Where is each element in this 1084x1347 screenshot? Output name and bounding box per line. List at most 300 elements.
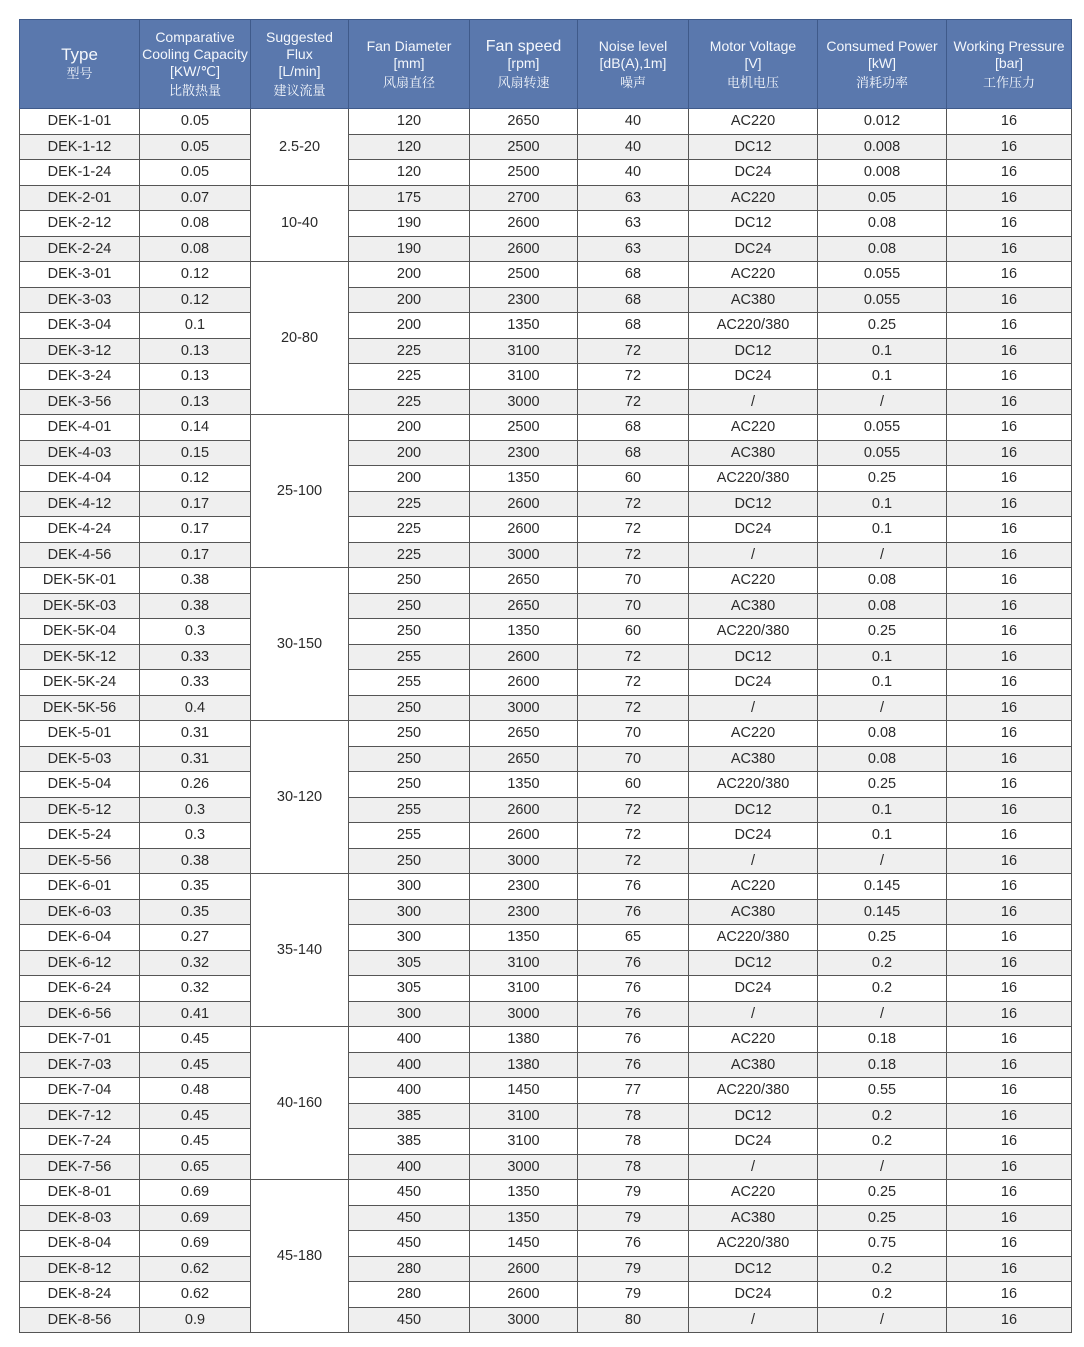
table-row	[20, 262, 1072, 288]
cell-motor-voltage: DC12	[689, 644, 818, 670]
cell-type: DEK-8-12	[20, 1256, 140, 1282]
cell-fan-diameter: 300	[349, 874, 470, 900]
table-row	[20, 1205, 1072, 1231]
cell-working-pressure: 16	[947, 1307, 1072, 1333]
cell-fan-diameter: 190	[349, 211, 470, 237]
cell-motor-voltage: /	[689, 1001, 818, 1027]
cell-cooling-capacity: 0.31	[140, 746, 251, 772]
cell-fan-diameter: 250	[349, 772, 470, 798]
cell-noise-level: 63	[578, 211, 689, 237]
cell-motor-voltage: AC380	[689, 899, 818, 925]
cell-noise-level: 77	[578, 1078, 689, 1104]
cell-noise-level: 72	[578, 517, 689, 543]
cell-noise-level: 70	[578, 721, 689, 747]
cell-noise-level: 70	[578, 746, 689, 772]
cell-consumed-power: 0.2	[818, 1103, 947, 1129]
cell-motor-voltage: /	[689, 389, 818, 415]
cell-fan-speed: 1450	[470, 1231, 578, 1257]
cell-cooling-capacity: 0.48	[140, 1078, 251, 1104]
cell-consumed-power: 0.1	[818, 517, 947, 543]
cell-type: DEK-3-03	[20, 287, 140, 313]
cell-motor-voltage: DC12	[689, 338, 818, 364]
cell-consumed-power: 0.08	[818, 236, 947, 262]
table-row	[20, 1129, 1072, 1155]
cell-fan-diameter: 255	[349, 823, 470, 849]
cell-cooling-capacity: 0.14	[140, 415, 251, 441]
cell-working-pressure: 16	[947, 797, 1072, 823]
cell-fan-diameter: 300	[349, 899, 470, 925]
table-row	[20, 925, 1072, 951]
table-row	[20, 1027, 1072, 1053]
cell-type: DEK-5K-12	[20, 644, 140, 670]
cell-type: DEK-4-24	[20, 517, 140, 543]
cell-working-pressure: 16	[947, 746, 1072, 772]
cell-cooling-capacity: 0.35	[140, 874, 251, 900]
cell-noise-level: 60	[578, 466, 689, 492]
cell-consumed-power: 0.25	[818, 619, 947, 645]
cell-fan-speed: 3100	[470, 338, 578, 364]
cell-motor-voltage: DC24	[689, 364, 818, 390]
cell-working-pressure: 16	[947, 1180, 1072, 1206]
cell-fan-speed: 3000	[470, 542, 578, 568]
cell-suggested-flux: 10-40	[251, 185, 349, 262]
header-fan-diameter	[349, 20, 470, 109]
cell-fan-diameter: 250	[349, 593, 470, 619]
cell-motor-voltage: AC220	[689, 262, 818, 288]
cell-type: DEK-5K-56	[20, 695, 140, 721]
table-row	[20, 644, 1072, 670]
cell-fan-speed: 3000	[470, 389, 578, 415]
cell-cooling-capacity: 0.31	[140, 721, 251, 747]
cell-cooling-capacity: 0.26	[140, 772, 251, 798]
cell-working-pressure: 16	[947, 364, 1072, 390]
cell-type: DEK-3-12	[20, 338, 140, 364]
cell-noise-level: 72	[578, 670, 689, 696]
cell-noise-level: 79	[578, 1282, 689, 1308]
table-row	[20, 1154, 1072, 1180]
cell-motor-voltage: AC220	[689, 874, 818, 900]
cell-motor-voltage: AC380	[689, 593, 818, 619]
cell-type: DEK-8-04	[20, 1231, 140, 1257]
cell-working-pressure: 16	[947, 1129, 1072, 1155]
cell-cooling-capacity: 0.12	[140, 287, 251, 313]
cell-type: DEK-4-01	[20, 415, 140, 441]
table-row	[20, 1307, 1072, 1333]
cell-noise-level: 68	[578, 313, 689, 339]
cell-consumed-power: /	[818, 1001, 947, 1027]
cell-motor-voltage: AC220/380	[689, 1231, 818, 1257]
cell-cooling-capacity: 0.4	[140, 695, 251, 721]
cell-fan-speed: 2650	[470, 109, 578, 135]
cell-fan-diameter: 450	[349, 1180, 470, 1206]
header-cn: 电机电压	[726, 74, 779, 90]
header-cn: 型号	[66, 66, 93, 81]
cell-noise-level: 40	[578, 109, 689, 135]
cell-type: DEK-7-12	[20, 1103, 140, 1129]
cell-fan-speed: 3000	[470, 695, 578, 721]
cell-noise-level: 76	[578, 874, 689, 900]
cell-fan-speed: 2500	[470, 262, 578, 288]
cell-noise-level: 78	[578, 1129, 689, 1155]
cell-suggested-flux: 25-100	[251, 415, 349, 568]
cell-cooling-capacity: 0.41	[140, 1001, 251, 1027]
cell-cooling-capacity: 0.62	[140, 1282, 251, 1308]
cell-motor-voltage: AC380	[689, 746, 818, 772]
cell-cooling-capacity: 0.45	[140, 1027, 251, 1053]
table-row	[20, 1282, 1072, 1308]
cell-fan-speed: 1380	[470, 1052, 578, 1078]
table-row	[20, 287, 1072, 313]
cell-working-pressure: 16	[947, 517, 1072, 543]
cell-fan-diameter: 225	[349, 517, 470, 543]
header-unit: [mm]	[393, 54, 425, 71]
cell-type: DEK-7-03	[20, 1052, 140, 1078]
cell-cooling-capacity: 0.27	[140, 925, 251, 951]
cell-motor-voltage: AC220	[689, 415, 818, 441]
cell-type: DEK-8-56	[20, 1307, 140, 1333]
cell-type: DEK-6-04	[20, 925, 140, 951]
cell-cooling-capacity: 0.62	[140, 1256, 251, 1282]
table-row	[20, 1180, 1072, 1206]
cell-suggested-flux: 45-180	[251, 1180, 349, 1333]
cell-working-pressure: 16	[947, 211, 1072, 237]
spec-table	[19, 19, 1072, 1333]
cell-cooling-capacity: 0.38	[140, 848, 251, 874]
cell-noise-level: 72	[578, 338, 689, 364]
cell-fan-speed: 2600	[470, 670, 578, 696]
cell-working-pressure: 16	[947, 1282, 1072, 1308]
cell-type: DEK-4-04	[20, 466, 140, 492]
cell-working-pressure: 16	[947, 236, 1072, 262]
cell-type: DEK-6-03	[20, 899, 140, 925]
cell-cooling-capacity: 0.13	[140, 338, 251, 364]
cell-cooling-capacity: 0.3	[140, 619, 251, 645]
cell-motor-voltage: DC12	[689, 491, 818, 517]
cell-consumed-power: 0.2	[818, 1282, 947, 1308]
cell-consumed-power: /	[818, 1154, 947, 1180]
cell-cooling-capacity: 0.45	[140, 1103, 251, 1129]
cell-motor-voltage: DC24	[689, 823, 818, 849]
table-row	[20, 491, 1072, 517]
cell-fan-speed: 2650	[470, 568, 578, 594]
cell-type: DEK-6-24	[20, 976, 140, 1002]
table-row	[20, 695, 1072, 721]
cell-type: DEK-5K-01	[20, 568, 140, 594]
cell-working-pressure: 16	[947, 593, 1072, 619]
cell-consumed-power: /	[818, 542, 947, 568]
cell-cooling-capacity: 0.13	[140, 389, 251, 415]
cell-fan-speed: 2600	[470, 211, 578, 237]
header-cn: 比散热量	[168, 83, 221, 98]
cell-consumed-power: 0.08	[818, 568, 947, 594]
cell-fan-diameter: 200	[349, 415, 470, 441]
cell-fan-diameter: 400	[349, 1027, 470, 1053]
cell-fan-speed: 2300	[470, 874, 578, 900]
cell-noise-level: 78	[578, 1103, 689, 1129]
cell-motor-voltage: /	[689, 848, 818, 874]
cell-fan-diameter: 190	[349, 236, 470, 262]
cell-motor-voltage: DC24	[689, 1282, 818, 1308]
cell-fan-diameter: 450	[349, 1307, 470, 1333]
cell-working-pressure: 16	[947, 160, 1072, 186]
cell-noise-level: 72	[578, 695, 689, 721]
cell-motor-voltage: AC220/380	[689, 466, 818, 492]
cell-consumed-power: 0.2	[818, 1256, 947, 1282]
cell-noise-level: 72	[578, 797, 689, 823]
cell-fan-speed: 2600	[470, 823, 578, 849]
cell-fan-speed: 3100	[470, 1129, 578, 1155]
cell-fan-diameter: 450	[349, 1231, 470, 1257]
cell-fan-speed: 3000	[470, 848, 578, 874]
cell-motor-voltage: DC12	[689, 1256, 818, 1282]
cell-fan-speed: 2500	[470, 160, 578, 186]
header-consumed-power	[818, 20, 947, 109]
cell-type: DEK-3-24	[20, 364, 140, 390]
cell-working-pressure: 16	[947, 619, 1072, 645]
cell-fan-diameter: 280	[349, 1282, 470, 1308]
cell-fan-diameter: 250	[349, 568, 470, 594]
table-row	[20, 848, 1072, 874]
cell-noise-level: 76	[578, 1027, 689, 1053]
cell-cooling-capacity: 0.69	[140, 1205, 251, 1231]
cell-working-pressure: 16	[947, 313, 1072, 339]
cell-noise-level: 72	[578, 389, 689, 415]
table-row	[20, 236, 1072, 262]
cell-fan-diameter: 400	[349, 1078, 470, 1104]
cell-noise-level: 76	[578, 1001, 689, 1027]
table-row	[20, 772, 1072, 798]
cell-consumed-power: 0.145	[818, 874, 947, 900]
header-cn: 消耗功率	[855, 74, 908, 90]
table-header	[20, 20, 1072, 109]
cell-suggested-flux: 35-140	[251, 874, 349, 1027]
cell-motor-voltage: DC24	[689, 236, 818, 262]
cell-working-pressure: 16	[947, 262, 1072, 288]
table-row	[20, 415, 1072, 441]
cell-consumed-power: 0.055	[818, 415, 947, 441]
cell-consumed-power: 0.1	[818, 338, 947, 364]
header-en: Type	[61, 45, 98, 64]
cell-fan-speed: 2600	[470, 517, 578, 543]
cell-working-pressure: 16	[947, 1078, 1072, 1104]
cell-motor-voltage: /	[689, 695, 818, 721]
cell-working-pressure: 16	[947, 1027, 1072, 1053]
cell-consumed-power: 0.1	[818, 491, 947, 517]
cell-motor-voltage: AC220/380	[689, 619, 818, 645]
cell-noise-level: 72	[578, 848, 689, 874]
cell-cooling-capacity: 0.17	[140, 517, 251, 543]
cell-fan-diameter: 305	[349, 976, 470, 1002]
header-cn: 风扇直径	[382, 74, 435, 90]
cell-type: DEK-3-04	[20, 313, 140, 339]
cell-noise-level: 72	[578, 644, 689, 670]
cell-type: DEK-1-01	[20, 109, 140, 135]
cell-fan-diameter: 225	[349, 491, 470, 517]
cell-type: DEK-2-12	[20, 211, 140, 237]
cell-consumed-power: /	[818, 1307, 947, 1333]
cell-suggested-flux: 20-80	[251, 262, 349, 415]
table-row	[20, 211, 1072, 237]
header-cn: 风扇转速	[497, 74, 550, 90]
table-row	[20, 899, 1072, 925]
cell-consumed-power: 0.18	[818, 1027, 947, 1053]
cell-cooling-capacity: 0.08	[140, 236, 251, 262]
cell-fan-speed: 1350	[470, 772, 578, 798]
header-cn: 噪声	[619, 74, 646, 90]
header-fan-speed	[470, 20, 578, 109]
cell-suggested-flux: 30-150	[251, 568, 349, 721]
cell-motor-voltage: AC220	[689, 1180, 818, 1206]
cell-working-pressure: 16	[947, 287, 1072, 313]
cell-fan-speed: 3100	[470, 1103, 578, 1129]
cell-fan-diameter: 255	[349, 797, 470, 823]
cell-motor-voltage: AC380	[689, 440, 818, 466]
cell-motor-voltage: DC24	[689, 1129, 818, 1155]
cell-consumed-power: 0.012	[818, 109, 947, 135]
cell-noise-level: 72	[578, 542, 689, 568]
cell-consumed-power: 0.55	[818, 1078, 947, 1104]
cell-type: DEK-1-24	[20, 160, 140, 186]
cell-noise-level: 68	[578, 415, 689, 441]
cell-consumed-power: /	[818, 695, 947, 721]
cell-consumed-power: 0.08	[818, 746, 947, 772]
cell-type: DEK-5-01	[20, 721, 140, 747]
header-en: Fan Diameter	[366, 37, 452, 54]
cell-cooling-capacity: 0.15	[140, 440, 251, 466]
header-unit: [V]	[744, 54, 762, 71]
cell-type: DEK-7-56	[20, 1154, 140, 1180]
cell-noise-level: 79	[578, 1180, 689, 1206]
cell-fan-diameter: 175	[349, 185, 470, 211]
table-row	[20, 1001, 1072, 1027]
cell-cooling-capacity: 0.33	[140, 670, 251, 696]
table-row	[20, 797, 1072, 823]
cell-fan-diameter: 250	[349, 619, 470, 645]
cell-motor-voltage: /	[689, 542, 818, 568]
cell-cooling-capacity: 0.08	[140, 211, 251, 237]
cell-working-pressure: 16	[947, 389, 1072, 415]
cell-fan-diameter: 200	[349, 440, 470, 466]
cell-fan-diameter: 280	[349, 1256, 470, 1282]
cell-fan-diameter: 120	[349, 134, 470, 160]
cell-fan-diameter: 200	[349, 313, 470, 339]
cell-working-pressure: 16	[947, 415, 1072, 441]
cell-fan-diameter: 255	[349, 644, 470, 670]
cell-fan-diameter: 225	[349, 338, 470, 364]
table-row	[20, 313, 1072, 339]
table-row	[20, 619, 1072, 645]
cell-consumed-power: 0.2	[818, 950, 947, 976]
cell-fan-speed: 2650	[470, 721, 578, 747]
cell-fan-speed: 2650	[470, 746, 578, 772]
cell-noise-level: 68	[578, 440, 689, 466]
header-working-pressure	[947, 20, 1072, 109]
cell-consumed-power: 0.25	[818, 1205, 947, 1231]
cell-noise-level: 76	[578, 899, 689, 925]
cell-working-pressure: 16	[947, 848, 1072, 874]
cell-type: DEK-8-24	[20, 1282, 140, 1308]
header-cooling-capacity	[140, 20, 251, 109]
cell-motor-voltage: DC24	[689, 670, 818, 696]
cell-working-pressure: 16	[947, 695, 1072, 721]
cell-noise-level: 79	[578, 1256, 689, 1282]
cell-fan-speed: 2600	[470, 1256, 578, 1282]
cell-working-pressure: 16	[947, 491, 1072, 517]
cell-noise-level: 68	[578, 262, 689, 288]
cell-cooling-capacity: 0.65	[140, 1154, 251, 1180]
cell-type: DEK-5K-24	[20, 670, 140, 696]
cell-type: DEK-7-04	[20, 1078, 140, 1104]
table-row	[20, 1052, 1072, 1078]
cell-noise-level: 80	[578, 1307, 689, 1333]
table-row	[20, 746, 1072, 772]
cell-consumed-power: 0.1	[818, 364, 947, 390]
cell-noise-level: 78	[578, 1154, 689, 1180]
table-row	[20, 1078, 1072, 1104]
header-en: Suggested Flux	[266, 29, 333, 62]
cell-fan-diameter: 400	[349, 1154, 470, 1180]
cell-cooling-capacity: 0.07	[140, 185, 251, 211]
cell-cooling-capacity: 0.35	[140, 899, 251, 925]
header-unit: [L/min]	[278, 63, 321, 79]
cell-consumed-power: 0.25	[818, 466, 947, 492]
cell-motor-voltage: AC380	[689, 1205, 818, 1231]
cell-noise-level: 76	[578, 976, 689, 1002]
cell-working-pressure: 16	[947, 185, 1072, 211]
cell-consumed-power: 0.05	[818, 185, 947, 211]
cell-cooling-capacity: 0.69	[140, 1231, 251, 1257]
header-motor-voltage	[689, 20, 818, 109]
cell-noise-level: 70	[578, 568, 689, 594]
cell-fan-speed: 2600	[470, 1282, 578, 1308]
cell-working-pressure: 16	[947, 1205, 1072, 1231]
cell-fan-speed: 2300	[470, 287, 578, 313]
cell-motor-voltage: /	[689, 1154, 818, 1180]
cell-consumed-power: 0.008	[818, 134, 947, 160]
cell-consumed-power: 0.18	[818, 1052, 947, 1078]
cell-motor-voltage: DC12	[689, 797, 818, 823]
cell-fan-diameter: 225	[349, 542, 470, 568]
cell-type: DEK-6-12	[20, 950, 140, 976]
header-unit: [rpm]	[507, 54, 540, 71]
cell-consumed-power: 0.08	[818, 721, 947, 747]
cell-fan-speed: 3100	[470, 950, 578, 976]
header-cn: 建议流量	[273, 83, 326, 98]
cell-motor-voltage: DC24	[689, 517, 818, 543]
cell-cooling-capacity: 0.12	[140, 262, 251, 288]
cell-consumed-power: 0.1	[818, 797, 947, 823]
table-row	[20, 1256, 1072, 1282]
cell-fan-speed: 3000	[470, 1307, 578, 1333]
cell-fan-diameter: 200	[349, 466, 470, 492]
cell-working-pressure: 16	[947, 721, 1072, 747]
table-row	[20, 593, 1072, 619]
cell-consumed-power: 0.055	[818, 287, 947, 313]
table-row	[20, 542, 1072, 568]
cell-fan-speed: 1350	[470, 619, 578, 645]
table-row	[20, 466, 1072, 492]
cell-fan-diameter: 120	[349, 109, 470, 135]
table-row	[20, 874, 1072, 900]
cell-motor-voltage: AC380	[689, 287, 818, 313]
cell-motor-voltage: AC220/380	[689, 1078, 818, 1104]
cell-consumed-power: 0.1	[818, 644, 947, 670]
cell-motor-voltage: DC24	[689, 976, 818, 1002]
cell-fan-diameter: 200	[349, 287, 470, 313]
cell-consumed-power: 0.055	[818, 262, 947, 288]
cell-motor-voltage: AC220/380	[689, 313, 818, 339]
cell-cooling-capacity: 0.38	[140, 568, 251, 594]
